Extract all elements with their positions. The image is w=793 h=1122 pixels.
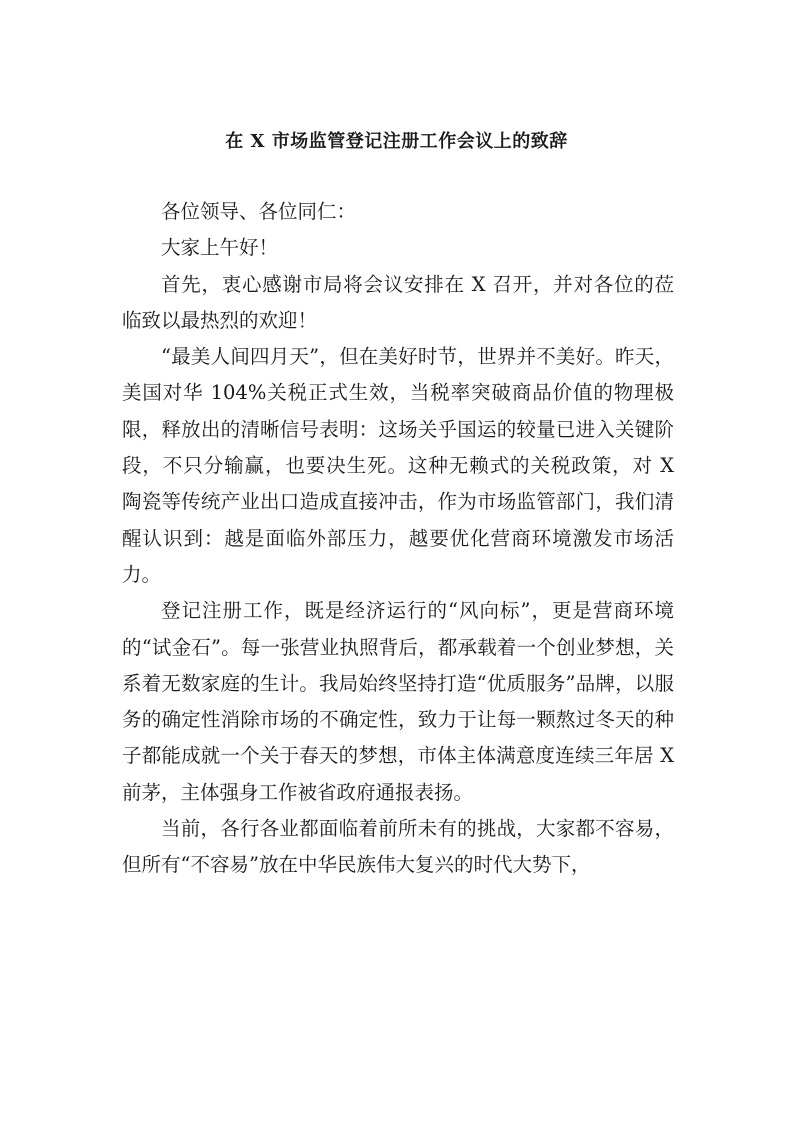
document-title: 在 X 市场监管登记注册工作会议上的致辞 <box>225 131 568 152</box>
paragraph-challenges: 当前，各行各业都面临着前所未有的挑战，大家都不容易，但所有“不容易”放在中华民族伟大复兴的时代大势下， <box>122 817 674 877</box>
paragraph-greeting: 各位领导、各位同仁： <box>161 200 357 223</box>
paragraph-thanks: 首先，衷心感谢市局将会议安排在 X 召开，并对各位的莅临致以最热烈的欢迎！ <box>122 272 674 332</box>
paragraph-registration: 登记注册工作，既是经济运行的“风向标”，更是营商环境的“试金石”。每一张营业执照背后，都承载着一个创业梦想，关系着无数家庭的生计。我局始终坚持打造“优质服务”品牌，以服务的确定性消除市场的不确定性，致力于让每一颗熬过冬天的种子都能成就一个关于春天的梦想，市体主体满意度连续三年居 X 前茅，主体强身工作被省政府通报表扬。 <box>122 599 674 804</box>
paragraph-salutation: 大家上午好！ <box>161 236 279 260</box>
paragraph-tariff: “最美人间四月天”，但在美好时节，世界并不美好。昨天，美国对华 104%关税正式生效，当税率突破商品价值的物理极限，释放出的清晰信号表明：这场关乎国运的较量已进入关键阶段，不只分输赢，也要决生死。这种无赖式的关税政策，对 X 陶瓷等传统产业出口造成直接冲击，作为市场监管部门，我们清醒认识到：越是面临外部压力，越要优化营商环境激发市场活力。 <box>122 345 674 586</box>
document-body <box>122 194 674 884</box>
